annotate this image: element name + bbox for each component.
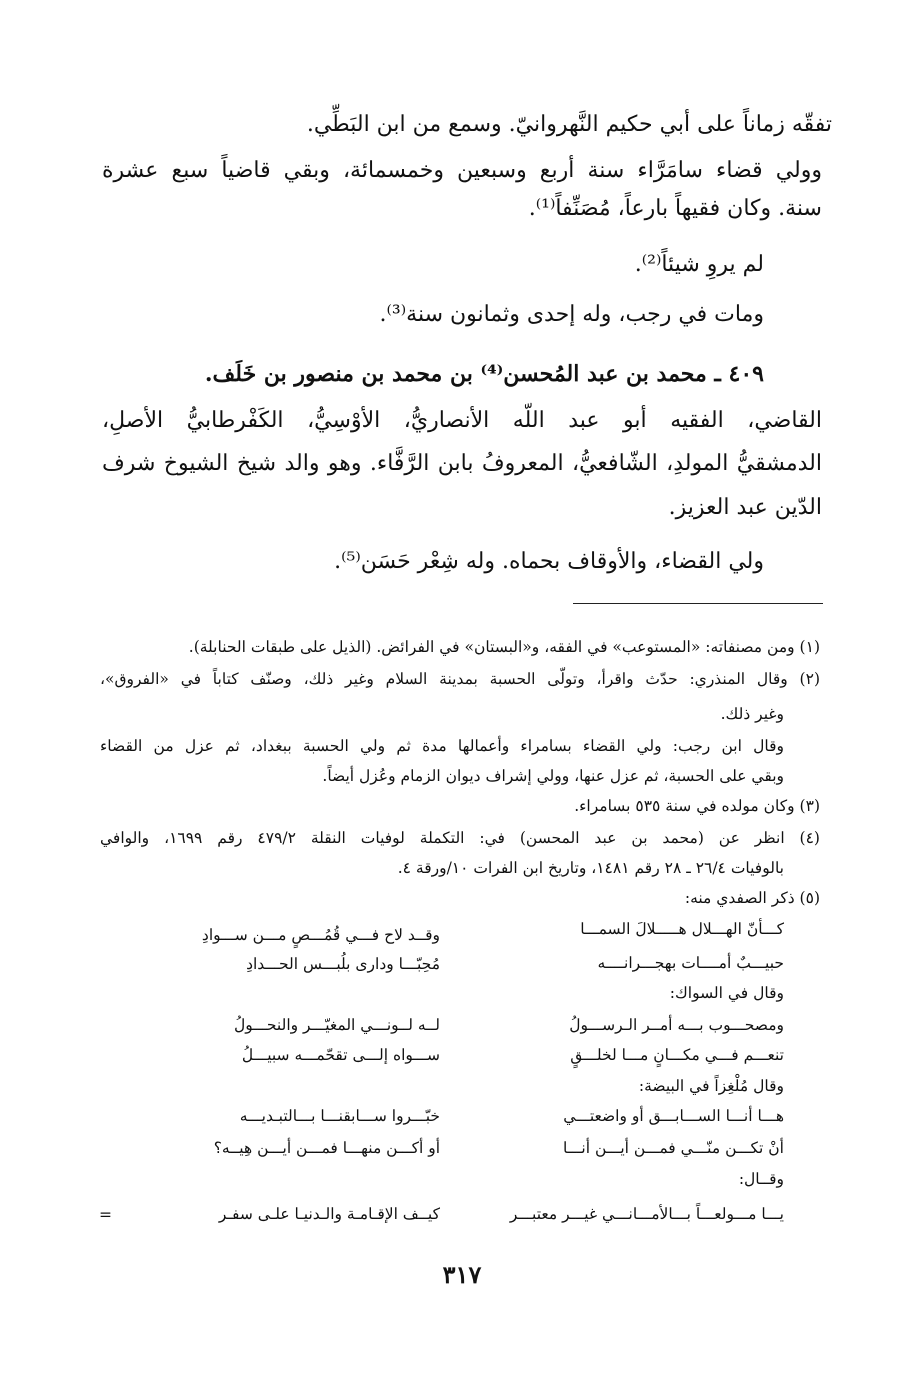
main-line-1: تفقّه زماناً على أبي حكيم النَّهروانيّ. وسمع من ابن البَطِّي. (306, 112, 832, 137)
poem-hemistich-1b: وقــد لاح فـــي قُمُـــصٍ مـــن ســـوادِ (201, 926, 440, 944)
main-line-4: لم يروِ شيئاً⁽²⁾. (634, 252, 764, 277)
poem-hemistich-2b: مُحِبّـــا وداری بلُبـــس الحـــدادِ (246, 955, 440, 973)
footnote-5: (٥) ذكر الصفدي منه: (684, 889, 820, 907)
poem-hemistich-5b: خبّـــروا ســـابقنـــا بـــالتبـديـــه (239, 1107, 440, 1125)
entry-heading: ٤٠٩ ـ محمد بن عبد المُحسن⁽⁴⁾ بن محمد بن منصور بن خَلَف. (204, 361, 764, 387)
poem-hemistich-6b: أو أكـــن منهـــا فمـــن أيـــن هِيــه؟ (213, 1139, 440, 1157)
footnote-4: (٤) انظر عن (محمد بن عبد المحسن) في: التكملة لوفيات النقلة ٤٧٩/٢ رقم ١٦٩٩، والوافي (100, 829, 820, 847)
footnote-4-cont: بالوفيات ٢٦/٤ ـ ٢٨ رقم ١٤٨١، وتاريخ ابن الفرات ١٠/ورقة ٤. (397, 859, 784, 877)
main-line-5: ومات في رجب، وله إحدى وثمانون سنة⁽³⁾. (379, 302, 764, 327)
poem-hemistich-7b: كيــف الإقـامـة والـدنيـا علـى سفـر (218, 1205, 440, 1223)
main-line-2: وولي قضاء سامَرَّاء سنة أربع وسبعين وخمسمائة، وبقي قاضياً سبع عشرة (102, 158, 822, 183)
poem-hemistich-3b: لــه لــونـــي المغيّـــر والنحـــولُ (234, 1016, 440, 1034)
entry-line-4: ولي القضاء، والأوقاف بحماه. وله شِعْر حَسَن⁽⁵⁾. (334, 549, 764, 574)
entry-line-1: القاضي، الفقيه أبو عبد اللّه الأنصاريُّ، الأوْسِيُّ، الكَفْرطابيُّ الأصلِ، (102, 408, 822, 433)
footnote-separator (573, 603, 823, 604)
footnote-2: (٢) وقال المنذري: حدّث واقرأ، وتولّى الحسبة بمدينة السلام وغير ذلك، وصنّف كتاباً في «الفروق»، (100, 670, 820, 688)
poem-hemistich-4b: ســـواه إلـــى تقحّمـــه سبيـــلُ (241, 1046, 440, 1064)
main-line-3: سنة. وكان فقيهاً بارعاً، مُصَنِّفاً⁽¹⁾. (528, 196, 822, 221)
footnote-2-quote-cont: وبقي على الحسبة، ثم عزل عنها، وولي إشراف ديوان الزمام وعُزل أيضاً. (322, 767, 784, 785)
footnote-2-quote: وقال ابن رجب: ولي القضاء بسامراء وأعمالها مدة ثم ولي الحسبة ببغداد، ثم عزل من القضاء (100, 737, 784, 755)
poem-hemistich-2a: حبيـــبٌ أمــــات بهجـــرانــــه (597, 954, 784, 972)
poem-hemistich-1a: كـــأنّ الهـــلال هـــــلالَ السمـــا (580, 920, 784, 938)
poem-intro-said: وقــال: (738, 1170, 784, 1188)
poem-hemistich-5a: هـــا أنـــا الســـابـــق أو واضعتـــي (563, 1107, 784, 1125)
page-number: ٣١٧ (442, 1260, 482, 1289)
entry-line-3: الدّين عبد العزيز. (668, 495, 822, 520)
poem-hemistich-4a: تنعـــم فـــي مكـــانٍ مـــا لخلـــقٍ (570, 1046, 784, 1064)
poem-hemistich-7a: يـــا مـــولعـــاً بـــالأمـــانـــي غيـــر معتبـــر (509, 1205, 784, 1223)
entry-line-2: الدمشقيُّ المولدِ، الشّافعيُّ، المعروفُ بابن الرَّفَّاء. وهو والد شيخ الشيوخ شرف (102, 451, 822, 476)
footnote-1: (١) ومن مصنفاته: «المستوعب» في الفقه، و«البستان» في الفرائض. (الذيل على طبقات الحنابلة). (188, 638, 820, 656)
poem-intro-egg: وقال مُلْغِزاً في البيضة: (638, 1077, 784, 1095)
footnote-2-cont: وغير ذلك. (720, 705, 784, 723)
poem-intro-siwak: وقال في السواك: (669, 984, 784, 1002)
continuation-mark: = (99, 1206, 112, 1224)
footnote-3: (٣) وكان مولده في سنة ٥٣٥ بسامراء. (574, 797, 820, 815)
poem-hemistich-6a: أنْ تكـــن منّـــي فمـــن أيـــن أنـــا (563, 1139, 784, 1157)
poem-hemistich-3a: ومصحـــوب بـــه أمــر الـرســـولُ (569, 1016, 784, 1034)
